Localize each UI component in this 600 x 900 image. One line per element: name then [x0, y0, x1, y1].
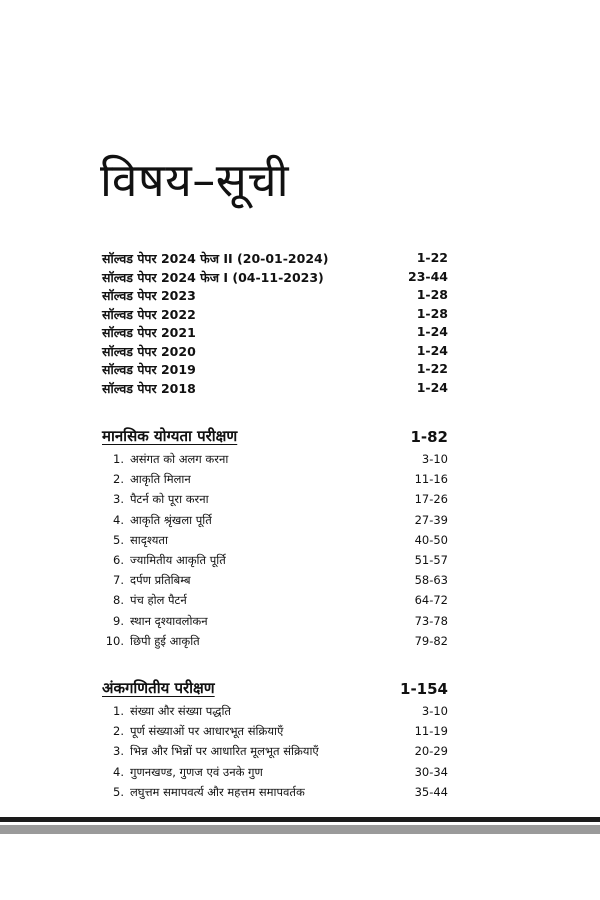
item-number: 2.: [113, 724, 124, 739]
list-item[interactable]: [102, 250, 448, 269]
item-label: पूर्ण संख्याओं पर आधारभूत संक्रियाएँ: [130, 724, 284, 739]
list-item[interactable]: [102, 634, 448, 654]
list-item[interactable]: [102, 306, 448, 325]
item-number: 7.: [113, 573, 124, 588]
item-number: 10.: [105, 633, 124, 648]
paper-range: 1-28: [416, 287, 448, 302]
list-item[interactable]: [102, 269, 448, 288]
item-range: 73-78: [414, 613, 448, 628]
list-item[interactable]: [102, 361, 448, 380]
item-number: 1.: [113, 704, 124, 718]
list-item[interactable]: [102, 724, 448, 744]
section-title: अंकगणितीय परीक्षण: [102, 679, 215, 697]
section-header[interactable]: [102, 676, 448, 698]
item-range: 30-34: [414, 764, 448, 779]
list-item[interactable]: [102, 287, 448, 306]
paper-label: सॉल्वड पेपर 2023: [102, 288, 196, 303]
item-number: 5.: [113, 532, 124, 547]
list-item[interactable]: [102, 380, 448, 399]
item-range: 20-29: [414, 744, 448, 759]
list-item[interactable]: [102, 573, 448, 593]
item-label: स्थान दृश्यावलोकन: [130, 613, 208, 628]
item-label: ज्यामितीय आकृति पूर्ति: [130, 552, 226, 567]
list-item[interactable]: [102, 553, 448, 573]
item-number: 5.: [113, 784, 124, 799]
section-arithmetic: [102, 676, 448, 805]
item-range: 3-10: [421, 704, 448, 718]
item-label: आकृति श्रृंखला पूर्ति: [130, 512, 212, 527]
item-label: भिन्न और भिन्नों पर आधारित मूलभूत संक्रियाएँ: [130, 744, 319, 759]
item-number: 8.: [113, 593, 124, 608]
paper-label: सॉल्वड पेपर 2021: [102, 325, 196, 340]
list-item[interactable]: [102, 744, 448, 764]
item-range: 11-16: [414, 472, 448, 487]
list-item[interactable]: [102, 704, 448, 724]
item-number: 6.: [113, 552, 124, 567]
paper-label: सॉल्वड पेपर 2022: [102, 306, 196, 322]
item-label: दर्पण प्रतिबिम्ब: [130, 573, 191, 588]
item-label: संख्या और संख्या पद्धति: [130, 704, 231, 718]
paper-range: 1-28: [416, 305, 448, 321]
item-number: 3.: [113, 744, 124, 759]
list-item[interactable]: [102, 472, 448, 492]
list-item[interactable]: [102, 513, 448, 533]
paper-range: 1-22: [416, 361, 448, 376]
paper-range: 1-24: [416, 379, 448, 395]
item-range: 35-44: [414, 784, 448, 799]
section-range: 1-154: [400, 680, 448, 698]
paper-label: सॉल्वड पेपर 2019: [102, 362, 196, 377]
item-range: 40-50: [414, 532, 448, 547]
item-label: लघुत्तम समापवर्त्य और महत्तम समापवर्तक: [130, 784, 305, 799]
item-range: 27-39: [414, 512, 448, 527]
paper-range: 23-44: [408, 268, 448, 284]
solved-papers-list: [102, 250, 448, 398]
list-item[interactable]: [102, 343, 448, 362]
item-label: पंच होल पैटर्न: [130, 593, 187, 608]
item-number: 4.: [113, 764, 124, 779]
item-range: 64-72: [414, 593, 448, 608]
item-range: 11-19: [414, 724, 448, 739]
list-item[interactable]: [102, 492, 448, 512]
section-mental-ability: [102, 424, 448, 654]
item-number: 3.: [113, 492, 124, 507]
item-number: 1.: [113, 452, 124, 466]
list-item[interactable]: [102, 765, 448, 785]
list-item[interactable]: [102, 593, 448, 613]
item-label: गुणनखण्ड, गुणज एवं उनके गुण: [130, 764, 263, 779]
paper-label: सॉल्वड पेपर 2024 फेज I (04-11-2023): [102, 269, 324, 285]
list-item[interactable]: [102, 324, 448, 343]
item-label: सादृश्यता: [130, 532, 168, 547]
section-header[interactable]: [102, 424, 448, 446]
item-range: 17-26: [414, 492, 448, 507]
list-item[interactable]: [102, 533, 448, 553]
paper-label: सॉल्वड पेपर 2020: [102, 343, 196, 359]
paper-range: 1-24: [416, 342, 448, 358]
item-range: 3-10: [421, 452, 448, 466]
section-range: 1-82: [410, 428, 448, 446]
item-number: 4.: [113, 512, 124, 527]
item-label: असंगत को अलग करना: [130, 452, 229, 466]
paper-range: 1-22: [416, 250, 448, 265]
item-range: 79-82: [414, 633, 448, 648]
page-title: विषय–सूची: [100, 153, 289, 207]
paper-range: 1-24: [416, 324, 448, 339]
item-label: पैटर्न को पूरा करना: [130, 492, 209, 507]
paper-label: सॉल्वड पेपर 2018: [102, 380, 196, 396]
list-item[interactable]: [102, 452, 448, 472]
section-title: मानसिक योग्यता परीक्षण: [102, 427, 238, 445]
footer-divider-gray: [0, 825, 600, 834]
item-range: 58-63: [414, 573, 448, 588]
list-item[interactable]: [102, 785, 448, 805]
list-item[interactable]: [102, 614, 448, 634]
item-label: आकृति मिलान: [130, 472, 191, 487]
paper-label: सॉल्वड पेपर 2024 फेज II (20-01-2024): [102, 251, 329, 266]
item-range: 51-57: [414, 552, 448, 567]
item-number: 2.: [113, 472, 124, 487]
item-label: छिपी हुई आकृति: [130, 633, 200, 648]
item-number: 9.: [113, 613, 124, 628]
footer-divider-dark: [0, 817, 600, 822]
